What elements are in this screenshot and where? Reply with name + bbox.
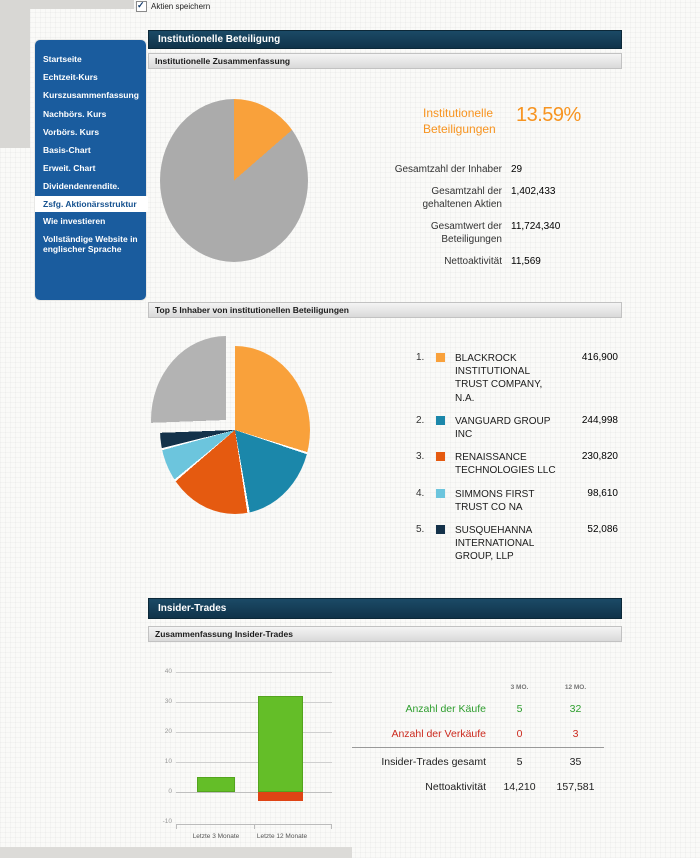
legend-shares-simmons: 98,610 xyxy=(587,487,618,499)
sidebar-item-vollstaendige-website[interactable]: Vollständige Website in englischer Sprache xyxy=(43,233,138,255)
table-row-nettoaktivitaet xyxy=(352,774,604,799)
legend-rank: 5. xyxy=(416,523,425,535)
save-stock-row xyxy=(136,1,210,12)
subheader-top5-inhaber: Top 5 Inhaber von institutionellen Beteiligungen xyxy=(148,302,622,318)
row-nettoaktivitaet-12mo: 157,581 xyxy=(556,780,595,793)
legend-rank: 1. xyxy=(416,352,425,363)
legend-name-vanguard: VANGUARD GROUP INC xyxy=(455,415,551,440)
table-header-row xyxy=(352,678,604,696)
bar-kaeufe-3monate xyxy=(197,777,235,792)
row-verkaeufe-3mo: 0 xyxy=(516,727,523,740)
row-kaeufe-12mo: 32 xyxy=(569,702,582,715)
sidebar-item-dividendenrendite[interactable]: Dividendenrendite. xyxy=(43,181,120,192)
top5-pie-chart xyxy=(154,336,324,522)
legend-name-blackrock: BLACKROCK INSTITUTIONAL TRUST COMPANY, N.A. xyxy=(455,353,543,404)
sidebar-item-vorboers-kurs[interactable]: Vorbörs. Kurs xyxy=(43,126,100,137)
legend-swatch-renaissance xyxy=(436,452,445,461)
sidebar-item-startseite[interactable]: Startseite xyxy=(43,54,82,64)
ytick-20: 20 xyxy=(164,728,172,735)
legend-swatch-vanguard xyxy=(436,416,445,425)
legend-name-renaissance: RENAISSANCE TECHNOLOGIES LLC xyxy=(455,452,556,477)
sidebar-item-aktionaersstruktur-active[interactable]: Zsfg. Aktionärsstruktur xyxy=(35,196,148,212)
legend-rank: 3. xyxy=(416,451,425,463)
gridline-10 xyxy=(176,762,332,763)
sidebar-item-erweit-chart[interactable]: Erweit. Chart xyxy=(43,163,96,174)
stat-value-nettoaktivitaet: 11,569 xyxy=(511,256,541,267)
highlight-percentage: 13.59% xyxy=(516,104,581,126)
bar-verkaeufe-12monate xyxy=(258,792,303,801)
row-kaeufe-3mo: 5 xyxy=(516,702,523,715)
table-row-gesamt xyxy=(352,749,604,774)
stat-value-gehaltene-aktien: 1,402,433 xyxy=(511,186,556,197)
bar-kaeufe-12monate xyxy=(258,696,303,792)
row-gesamt-3mo: 5 xyxy=(516,755,523,768)
subheader-institutionelle-zusammenfassung: Institutionelle Zusammenfassung xyxy=(148,53,622,69)
table-row-kaeufe xyxy=(352,696,604,721)
row-gesamt-12mo: 35 xyxy=(569,755,582,768)
sidebar-nav xyxy=(35,40,146,300)
row-label-kaeufe: Anzahl der Käufe xyxy=(405,702,486,715)
row-verkaeufe-12mo: 3 xyxy=(572,727,579,740)
ytick-30: 30 xyxy=(164,698,172,705)
legend-rank: 2. xyxy=(416,414,425,426)
ytick-0: 0 xyxy=(168,788,172,795)
page-background-strip-left xyxy=(0,0,30,148)
sidebar-item-nachboers-kurs[interactable]: Nachbörs. Kurs xyxy=(43,108,107,119)
legend-swatch-blackrock xyxy=(436,353,445,362)
table-header-12mo: 12 MO. xyxy=(564,683,587,691)
stat-label-nettoaktivitaet: Nettoaktivität xyxy=(444,256,502,267)
sidebar-item-kurszusammenfassung[interactable]: Kurszusammenfassung xyxy=(43,90,139,101)
stat-value-inhaber: 29 xyxy=(511,164,523,175)
section-header-insider-trades: Insider-Trades xyxy=(148,598,622,619)
save-stock-label: Aktien speichern xyxy=(151,2,211,11)
legend-shares-vanguard: 244,998 xyxy=(581,414,618,426)
top5-pie-main xyxy=(160,346,310,514)
gridline-40 xyxy=(176,672,332,673)
xlabel-letzte-12-monate: Letzte 12 Monate xyxy=(256,833,308,840)
row-label-nettoaktivitaet: Nettoaktivität xyxy=(425,780,486,793)
row-nettoaktivitaet-3mo: 14,210 xyxy=(503,780,536,793)
top5-legend xyxy=(416,352,618,563)
x-axis-divider xyxy=(254,824,255,829)
stat-label-gehaltene-aktien: Gesamtzahl der gehaltenen Aktien xyxy=(422,186,502,210)
institutional-pie-chart xyxy=(160,99,308,262)
stat-label-inhaber: Gesamtzahl der Inhaber xyxy=(394,164,502,175)
xlabel-letzte-3-monate: Letzte 3 Monate xyxy=(192,833,240,840)
sidebar-item-wie-investieren[interactable]: Wie investieren xyxy=(43,215,106,226)
institutional-highlight xyxy=(423,106,613,137)
sidebar-item-basis-chart[interactable]: Basis-Chart xyxy=(43,144,91,155)
save-stock-checkbox[interactable] xyxy=(136,1,147,12)
legend-swatch-susquehanna xyxy=(436,525,445,534)
legend-name-susquehanna: SUSQUEHANNA INTERNATIONAL GROUP, LLP xyxy=(455,524,534,563)
subheader-zusammenfassung-insider-trades: Zusammenfassung Insider-Trades xyxy=(148,626,622,642)
ytick-neg10: -10 xyxy=(162,818,172,825)
institutional-stats xyxy=(388,163,620,268)
legend-shares-susquehanna: 52,086 xyxy=(587,523,618,535)
legend-shares-renaissance: 230,820 xyxy=(581,451,618,463)
legend-rank: 4. xyxy=(416,487,425,499)
section-header-institutionelle-beteiligung: Institutionelle Beteiligung xyxy=(148,30,622,49)
stat-value-gesamtwert: 11,724,340 xyxy=(511,221,561,232)
sidebar-item-echtzeit-kurs[interactable]: Echtzeit-Kurs xyxy=(43,72,98,83)
gridline-0 xyxy=(176,792,332,793)
legend-shares-blackrock: 416,900 xyxy=(581,352,618,363)
insider-bar-chart xyxy=(150,668,345,858)
row-label-gesamt: Insider-Trades gesamt xyxy=(381,755,486,768)
table-row-verkaeufe xyxy=(352,721,604,746)
table-header-3mo: 3 MO. xyxy=(510,683,529,691)
row-label-verkaeufe: Anzahl der Verkäufe xyxy=(391,727,486,740)
gridline-20 xyxy=(176,732,332,733)
legend-swatch-simmons xyxy=(436,489,445,498)
insider-summary-table xyxy=(352,678,604,799)
highlight-label: Institutionelle Beteiligungen xyxy=(423,106,496,136)
ytick-10: 10 xyxy=(164,758,172,765)
legend-name-simmons: SIMMONS FIRST TRUST CO NA xyxy=(455,488,535,513)
table-separator xyxy=(352,747,604,748)
ytick-40: 40 xyxy=(164,668,172,675)
gridline-30 xyxy=(176,702,332,703)
stat-label-gesamtwert: Gesamtwert der Beteiligungen xyxy=(430,221,502,245)
